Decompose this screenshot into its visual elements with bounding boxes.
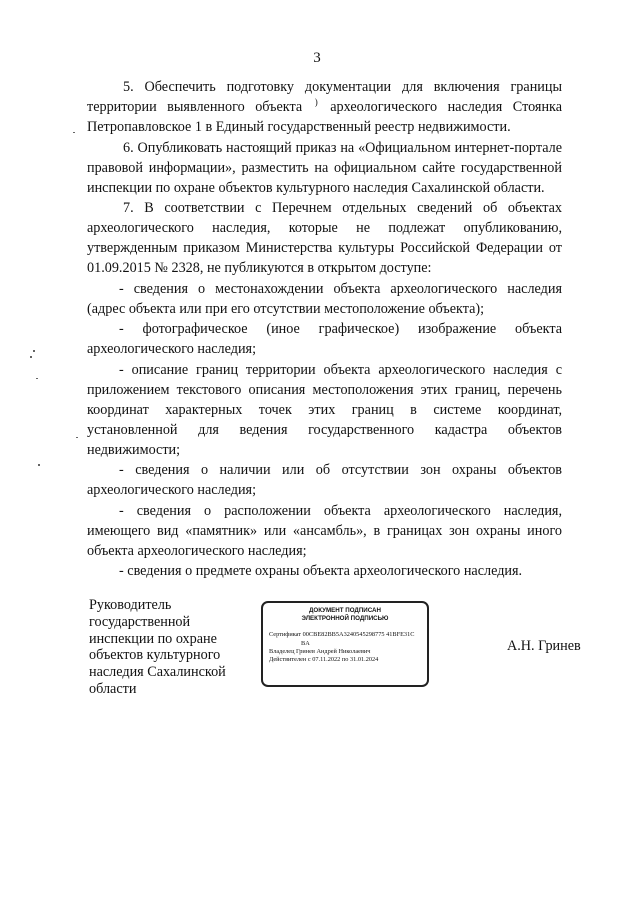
document-body: [87, 77, 562, 582]
list-item: - сведения о наличии или об отсутствии зон охраны объектов археологического наследия;: [87, 462, 562, 498]
signer-title-line: объектов культурного: [89, 647, 221, 664]
electronic-signature-stamp: [261, 601, 429, 687]
list-item: - сведения о местонахождении объекта археологического наследия (адрес объекта или при его отсутствии местоположение объекта);: [87, 280, 562, 317]
signer-title: [89, 597, 254, 698]
scan-speck: [36, 378, 38, 379]
paragraph-5: [87, 77, 562, 137]
signer-title-line: Руководитель: [89, 597, 172, 613]
signer-title-line: инспекции по охране: [89, 630, 217, 647]
scan-speck: [73, 132, 75, 133]
stamp-owner: Владелец Гринев Андрей Николаевич: [269, 648, 371, 655]
scan-speck: [33, 350, 35, 352]
stamp-header: ДОКУМЕНТ ПОДПИСАН: [309, 607, 381, 614]
page-number: 3: [313, 50, 321, 66]
list-item: - фотографическое (иное графическое) изображение объекта археологического наследия;: [87, 321, 562, 357]
stamp-header-sub: ЭЛЕКТРОННОЙ ПОДПИСЬЮ: [301, 614, 389, 622]
paragraph-5-text-end: археологического наследия Стоянка Петропавловское 1 в Единый государственный реестр недвижимости.: [87, 99, 563, 135]
signer-title-line: наследия Сахалинской: [89, 664, 226, 681]
stamp-validity: Действителен с 07.11.2022 по 31.01.2024: [269, 656, 379, 664]
scan-speck: [38, 464, 40, 466]
paragraph-6: 6. Опубликовать настоящий приказ на «Официальном интернет-портале правовой информации», разместить на официальном сайте государственной инспекции по охране объектов культурного наследия Сахалинской области.: [87, 139, 562, 196]
list-item: - описание границ территории объекта археологического наследия с приложением текстового описания местоположения этих границ, перечень координат характерных точек этих границ в системе координат, установленной для ведения государственного кадастра объектов недвижимости;: [87, 361, 562, 458]
paragraph-5-text-start: 5. Обеспечить подготовку документации для включения границы территории выявленного объекта: [87, 79, 562, 115]
signer-title-line: государственной: [89, 613, 191, 630]
paragraph-7: 7. В соответствии с Перечнем отдельных сведений об объектах археологического наследия, которые не подлежат опубликованию, утвержденным приказом Министерства культуры Российской Федерации от 01.09.2015 № 2328, не публикуются в открытом доступе:: [87, 200, 562, 276]
list-item: - сведения о расположении объекта археологического наследия, имеющего вид «памятник» или «ансамбль», в границах зон охраны иного объекта археологического наследия;: [87, 502, 562, 559]
signer-name: А.Н. Гринев: [507, 638, 581, 654]
signer-title-line: области: [89, 680, 137, 697]
footnote-mark: ): [314, 97, 318, 108]
stamp-certificate-cont: BA: [301, 639, 310, 647]
stamp-certificate: Сертификат 00CBE82BB5A3240545298775 41BFE31C: [269, 631, 415, 639]
scan-speck: [30, 356, 32, 358]
scan-speck: [76, 437, 78, 438]
list-item: - сведения о предмете охраны объекта археологического наследия.: [119, 563, 523, 579]
